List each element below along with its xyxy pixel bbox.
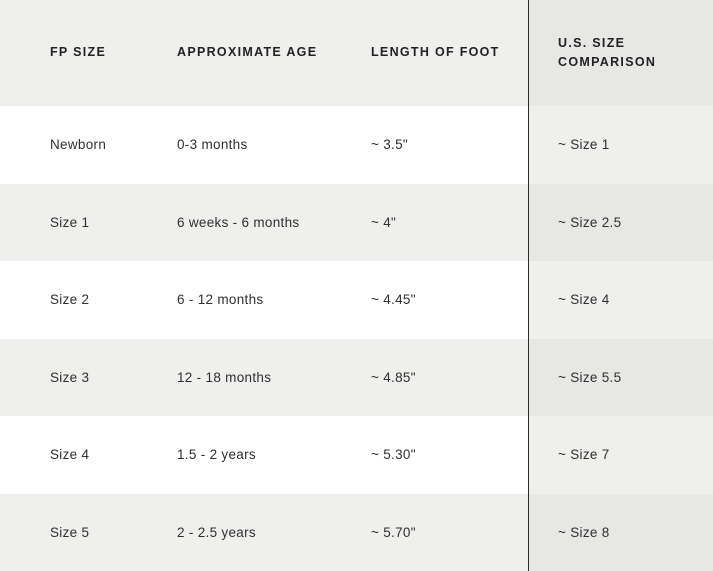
column-header-fp-size: FP SIZE bbox=[0, 0, 163, 106]
cell-us-size-comparison: ~ Size 1 bbox=[528, 106, 713, 184]
table-header bbox=[0, 0, 713, 106]
cell-approximate-age: 2 - 2.5 years bbox=[163, 494, 357, 571]
cell-length-of-foot: ~ 5.70" bbox=[357, 494, 528, 571]
cell-fp-size: Size 3 bbox=[0, 339, 163, 417]
cell-approximate-age: 6 - 12 months bbox=[163, 261, 357, 339]
cell-approximate-age: 6 weeks - 6 months bbox=[163, 184, 357, 262]
cell-approximate-age: 0-3 months bbox=[163, 106, 357, 184]
cell-us-size-comparison: ~ Size 8 bbox=[528, 494, 713, 571]
table-body bbox=[0, 106, 713, 571]
cell-fp-size: Size 1 bbox=[0, 184, 163, 262]
cell-length-of-foot: ~ 5.30" bbox=[357, 416, 528, 494]
cell-approximate-age: 1.5 - 2 years bbox=[163, 416, 357, 494]
table-row bbox=[0, 106, 713, 184]
column-header-length-of-foot: LENGTH OF FOOT bbox=[357, 0, 528, 106]
cell-us-size-comparison: ~ Size 5.5 bbox=[528, 339, 713, 417]
column-header-approximate-age: APPROXIMATE AGE bbox=[163, 0, 357, 106]
cell-us-size-comparison: ~ Size 4 bbox=[528, 261, 713, 339]
cell-length-of-foot: ~ 4.45" bbox=[357, 261, 528, 339]
cell-fp-size: Newborn bbox=[0, 106, 163, 184]
table-row bbox=[0, 184, 713, 262]
cell-fp-size: Size 4 bbox=[0, 416, 163, 494]
table-row bbox=[0, 339, 713, 417]
table-row bbox=[0, 416, 713, 494]
cell-fp-size: Size 5 bbox=[0, 494, 163, 571]
cell-length-of-foot: ~ 4" bbox=[357, 184, 528, 262]
table-row bbox=[0, 261, 713, 339]
column-header-us-size-comparison: U.S. SIZE COMPARISON bbox=[528, 0, 713, 106]
table-header-row bbox=[0, 0, 713, 106]
cell-us-size-comparison: ~ Size 7 bbox=[528, 416, 713, 494]
cell-length-of-foot: ~ 4.85" bbox=[357, 339, 528, 417]
cell-length-of-foot: ~ 3.5" bbox=[357, 106, 528, 184]
cell-approximate-age: 12 - 18 months bbox=[163, 339, 357, 417]
cell-fp-size: Size 2 bbox=[0, 261, 163, 339]
cell-us-size-comparison: ~ Size 2.5 bbox=[528, 184, 713, 262]
table-row bbox=[0, 494, 713, 571]
